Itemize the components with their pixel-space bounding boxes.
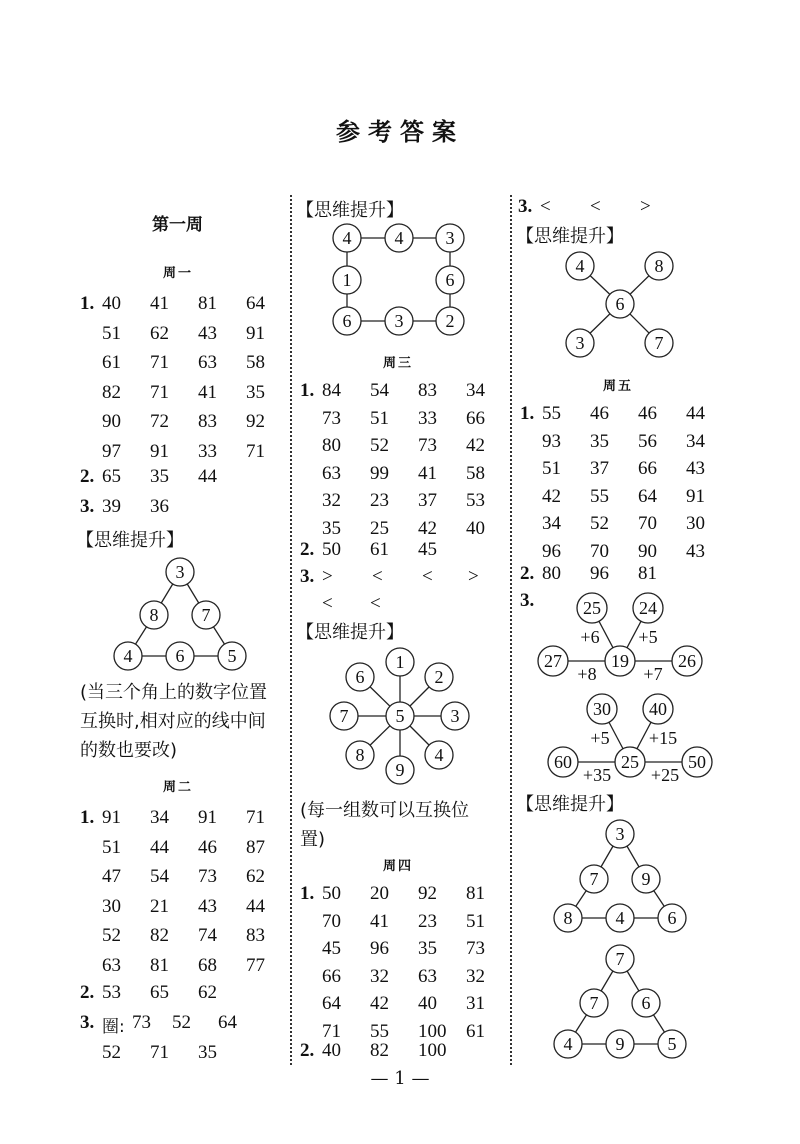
week-heading: 第一周 (152, 215, 203, 235)
answer-value: 40 (322, 1040, 341, 1061)
answer-value: 64 (246, 293, 265, 314)
node-label: 6 (445, 270, 455, 290)
answer-value: 82 (150, 925, 169, 946)
answer-value: 100 (418, 1020, 447, 1042)
edge-label: +5 (638, 627, 658, 647)
answer-value: 53 (102, 982, 121, 1003)
answer-value: 81 (638, 563, 657, 584)
answer-value: 66 (322, 965, 341, 987)
node-label: 1 (395, 652, 405, 672)
triangle-diagram-2 (548, 943, 693, 1063)
node-label: 19 (611, 651, 629, 671)
answer-value: 61 (466, 1020, 485, 1042)
day-heading-mon: 周一 (163, 266, 194, 281)
answer-value: 97 (102, 440, 121, 462)
answer-value: 90 (102, 411, 121, 432)
day-heading-wed: 周三 (383, 356, 414, 371)
answer-value: 80 (322, 435, 341, 456)
column-divider-left (290, 195, 292, 1065)
node-label: 7 (339, 706, 349, 726)
answer-value: 71 (246, 807, 265, 828)
node-label: 4 (342, 228, 352, 248)
node-label: 9 (641, 869, 651, 889)
node-label: 24 (639, 598, 657, 618)
node-label: 3 (575, 333, 585, 353)
node-label: 3 (615, 824, 625, 844)
question-number: 3. (80, 496, 95, 517)
answer-value: 55 (370, 1020, 389, 1042)
answer-value: 61 (102, 352, 121, 373)
answer-value: 51 (102, 836, 121, 858)
answer-value: 44 (150, 836, 169, 858)
node-label: 27 (544, 651, 562, 671)
answer-value: 42 (370, 993, 389, 1014)
answer-value: 80 (542, 563, 561, 584)
answer-value: 92 (418, 883, 437, 904)
thinking-heading: 【思维提升】 (516, 226, 624, 247)
node-label: 4 (563, 1034, 573, 1054)
answer-value: 81 (150, 954, 169, 976)
node-label: 40 (649, 699, 667, 719)
answer-value: < (540, 196, 551, 217)
answer-value: 62 (150, 322, 169, 344)
answer-value: 68 (198, 954, 217, 976)
answer-value: 51 (102, 322, 121, 344)
node-label: 7 (201, 605, 211, 625)
answer-value: 70 (638, 513, 657, 534)
node-label: 25 (621, 752, 639, 772)
answer-value: 82 (370, 1040, 389, 1061)
node-label: 8 (149, 605, 159, 625)
answer-value: 91 (198, 807, 217, 828)
node-label: 9 (615, 1034, 625, 1054)
node-label: 6 (355, 667, 365, 687)
day-heading-thu: 周四 (383, 859, 414, 874)
x-diagram (560, 250, 680, 360)
column-divider-right (510, 195, 512, 1065)
answer-value: < (422, 566, 433, 587)
node-label: 1 (342, 270, 352, 290)
node-label: 6 (342, 311, 352, 331)
answer-value: 92 (246, 411, 265, 432)
answer-value: 32 (370, 965, 389, 987)
answer-value: 91 (102, 807, 121, 828)
answer-value: 34 (686, 430, 705, 452)
answer-value: 90 (638, 540, 657, 562)
answer-value: 71 (246, 440, 265, 462)
answer-value: 62 (246, 866, 265, 887)
answer-value: 56 (638, 430, 657, 452)
node-label: 8 (355, 745, 365, 765)
node-label: 26 (678, 651, 696, 671)
node-label: 8 (563, 908, 573, 928)
edge-label: +7 (643, 664, 663, 682)
answer-value: 63 (418, 965, 437, 987)
answer-value: 35 (246, 381, 265, 403)
answer-value: 91 (246, 322, 265, 344)
answer-value: < (372, 566, 383, 587)
answer-value: 63 (102, 954, 121, 976)
node-label: 6 (175, 646, 185, 666)
node-label: 3 (450, 706, 460, 726)
answer-value: 63 (322, 462, 341, 484)
sum-diagram-2 (545, 693, 720, 788)
edge-label: +25 (650, 765, 680, 785)
answer-value: 73 (198, 866, 217, 887)
node-label: 4 (575, 256, 585, 276)
node-label: 7 (589, 993, 599, 1013)
answer-value: 96 (370, 938, 389, 959)
answer-value: 54 (150, 866, 169, 887)
answer-value: 55 (590, 485, 609, 507)
page-number: — 1 — (370, 1068, 430, 1089)
answer-value: 73 (466, 938, 485, 959)
answer-value: 81 (466, 883, 485, 904)
question-number: 3. (518, 196, 533, 217)
answer-value: 52 (102, 1042, 121, 1063)
answer-value: 96 (590, 563, 609, 584)
answer-value: 44 (686, 403, 705, 424)
answer-value: > (640, 196, 651, 217)
answer-value: 23 (418, 910, 437, 932)
question-number: 3. (300, 566, 315, 587)
page-title: 参考答案 (336, 118, 464, 146)
answer-value: 46 (590, 403, 609, 424)
answer-value: 70 (322, 910, 341, 932)
question-number: 2. (80, 982, 95, 1003)
answer-prefix: 圈: (102, 1017, 125, 1037)
answer-value: 64 (218, 1012, 237, 1033)
edge-label: +15 (648, 728, 678, 748)
answer-value: 93 (542, 430, 561, 452)
node-label: 5 (395, 706, 405, 726)
node-label: 4 (394, 228, 404, 248)
answer-value: 74 (198, 925, 217, 946)
answer-value: 65 (150, 982, 169, 1003)
node-label: 30 (593, 699, 611, 719)
answer-value: 71 (150, 381, 169, 403)
answer-value: 30 (102, 895, 121, 917)
answer-value: 50 (322, 539, 341, 560)
question-number: 2. (300, 1040, 315, 1061)
answer-value: 32 (466, 965, 485, 987)
answer-value: 73 (418, 435, 437, 456)
node-label: 4 (123, 646, 133, 666)
answer-value: 46 (638, 403, 657, 424)
node-label: 3 (175, 562, 185, 582)
answer-value: 41 (418, 462, 437, 484)
answer-value: 44 (198, 466, 217, 487)
node-label: 4 (615, 908, 625, 928)
question-number: 3. (80, 1012, 95, 1033)
answer-value: 87 (246, 836, 265, 858)
answer-value: 84 (322, 380, 341, 401)
answer-value: 61 (370, 539, 389, 560)
answer-value: 64 (322, 993, 341, 1014)
sum-diagram-1 (535, 592, 710, 682)
answer-value: 43 (198, 322, 217, 344)
answer-value: 41 (370, 910, 389, 932)
answer-value: 83 (198, 411, 217, 432)
triangle-diagram-1 (548, 818, 693, 938)
answer-value: 51 (542, 458, 561, 479)
answer-value: 47 (102, 866, 121, 887)
answer-value: 35 (198, 1042, 217, 1063)
flower-diagram (325, 645, 475, 790)
node-label: 3 (394, 311, 404, 331)
triangle-diagram (110, 555, 250, 675)
answer-value: < (322, 593, 333, 614)
thinking-heading: 【思维提升】 (516, 794, 624, 815)
answer-value: 20 (370, 883, 389, 904)
answer-value: 30 (686, 513, 705, 534)
answer-value: > (468, 566, 479, 587)
answer-value: 54 (370, 380, 389, 401)
answer-value: 42 (542, 485, 561, 507)
answer-value: > (322, 566, 333, 587)
answer-value: 58 (246, 352, 265, 373)
answer-value: < (370, 593, 381, 614)
answer-value: 40 (102, 293, 121, 314)
answer-value: 39 (102, 496, 121, 517)
edge-label: +8 (577, 664, 597, 682)
answer-value: 73 (322, 407, 341, 429)
question-number: 2. (80, 466, 95, 487)
edge-label: +35 (582, 765, 612, 785)
node-label: 25 (583, 598, 601, 618)
edge-label: +6 (580, 627, 600, 647)
edge-label: +5 (590, 728, 610, 748)
answer-value: 66 (466, 407, 485, 429)
answer-value: 32 (322, 490, 341, 511)
question-number: 1. (300, 883, 315, 904)
answer-value: 35 (418, 938, 437, 959)
node-label: 3 (445, 228, 455, 248)
answer-value: 65 (102, 466, 121, 487)
node-label: 6 (641, 993, 651, 1013)
square-diagram (325, 220, 475, 340)
question-number: 1. (300, 380, 315, 401)
answer-value: 35 (590, 430, 609, 452)
answer-value: 46 (198, 836, 217, 858)
day-heading-tue: 周二 (163, 780, 194, 795)
question-number: 1. (80, 807, 95, 828)
question-number: 2. (300, 539, 315, 560)
answer-value: 25 (370, 517, 389, 539)
node-label: 6 (615, 294, 625, 314)
answer-value: 83 (418, 380, 437, 401)
answer-value: 99 (370, 462, 389, 484)
answer-value: 82 (102, 381, 121, 403)
answer-value: 91 (686, 485, 705, 507)
node-label: 6 (667, 908, 677, 928)
answer-value: 36 (150, 496, 169, 517)
answer-value: 23 (370, 490, 389, 511)
note-text: (当三个角上的数字位置互换时,相对应的线中间的数也要改) (80, 682, 268, 761)
answer-value: 52 (102, 925, 121, 946)
answer-value: 37 (418, 490, 437, 511)
answer-value: 83 (246, 925, 265, 946)
thinking-heading: 【思维提升】 (296, 200, 404, 221)
answer-value: 52 (370, 435, 389, 456)
answer-value: 45 (418, 539, 437, 560)
answer-value: 62 (198, 982, 217, 1003)
answer-value: 72 (150, 411, 169, 432)
node-label: 60 (554, 752, 572, 772)
answer-value: 43 (198, 895, 217, 917)
answer-value: 41 (150, 293, 169, 314)
node-label: 50 (688, 752, 706, 772)
answer-value: 43 (686, 540, 705, 562)
answer-value: 35 (150, 466, 169, 487)
question-number: 3. (520, 590, 535, 611)
answer-value: 41 (198, 381, 217, 403)
node-label: 2 (434, 667, 444, 687)
answer-value: 43 (686, 458, 705, 479)
answer-value: 37 (590, 458, 609, 479)
answer-value: 51 (466, 910, 485, 932)
answer-value: 81 (198, 293, 217, 314)
question-number: 1. (80, 293, 95, 314)
answer-value: 96 (542, 540, 561, 562)
answer-value: 34 (542, 513, 561, 534)
answer-value: 33 (418, 407, 437, 429)
answer-value: 42 (418, 517, 437, 539)
answer-value: 42 (466, 435, 485, 456)
node-label: 9 (395, 760, 405, 780)
node-label: 7 (615, 949, 625, 969)
answer-value: 71 (150, 352, 169, 373)
answer-value: 52 (590, 513, 609, 534)
answer-value: 45 (322, 938, 341, 959)
answer-value: 52 (172, 1012, 191, 1033)
node-label: 8 (654, 256, 664, 276)
answer-value: 71 (322, 1020, 341, 1042)
answer-value: 100 (418, 1040, 447, 1061)
day-heading-fri: 周五 (603, 379, 634, 394)
node-label: 7 (589, 869, 599, 889)
answer-value: 35 (322, 517, 341, 539)
answer-value: 73 (132, 1012, 151, 1033)
node-label: 5 (667, 1034, 677, 1054)
answer-value: 40 (466, 517, 485, 539)
answer-value: 70 (590, 540, 609, 562)
answer-value: 34 (150, 807, 169, 828)
answer-value: 31 (466, 993, 485, 1014)
node-label: 2 (445, 311, 455, 331)
answer-value: 53 (466, 490, 485, 511)
question-number: 2. (520, 563, 535, 584)
thinking-heading: 【思维提升】 (76, 530, 184, 551)
answer-value: 64 (638, 485, 657, 507)
answer-value: 71 (150, 1042, 169, 1063)
answer-value: 63 (198, 352, 217, 373)
answer-value: 51 (370, 407, 389, 429)
node-label: 5 (227, 646, 237, 666)
answer-value: 33 (198, 440, 217, 462)
node-label: 7 (654, 333, 664, 353)
answer-value: 55 (542, 403, 561, 424)
note-text: (每一组数可以互换位置) (300, 800, 470, 850)
answer-value: 40 (418, 993, 437, 1014)
answer-value: 77 (246, 954, 265, 976)
question-number: 1. (520, 403, 535, 424)
node-label: 4 (434, 745, 444, 765)
answer-value: 50 (322, 883, 341, 904)
answer-value: 58 (466, 462, 485, 484)
answer-value: 66 (638, 458, 657, 479)
answer-value: 91 (150, 440, 169, 462)
answer-value: 21 (150, 895, 169, 917)
thinking-heading: 【思维提升】 (296, 622, 404, 643)
answer-value: 44 (246, 895, 265, 917)
answer-value: 34 (466, 380, 485, 401)
answer-value: < (590, 196, 601, 217)
